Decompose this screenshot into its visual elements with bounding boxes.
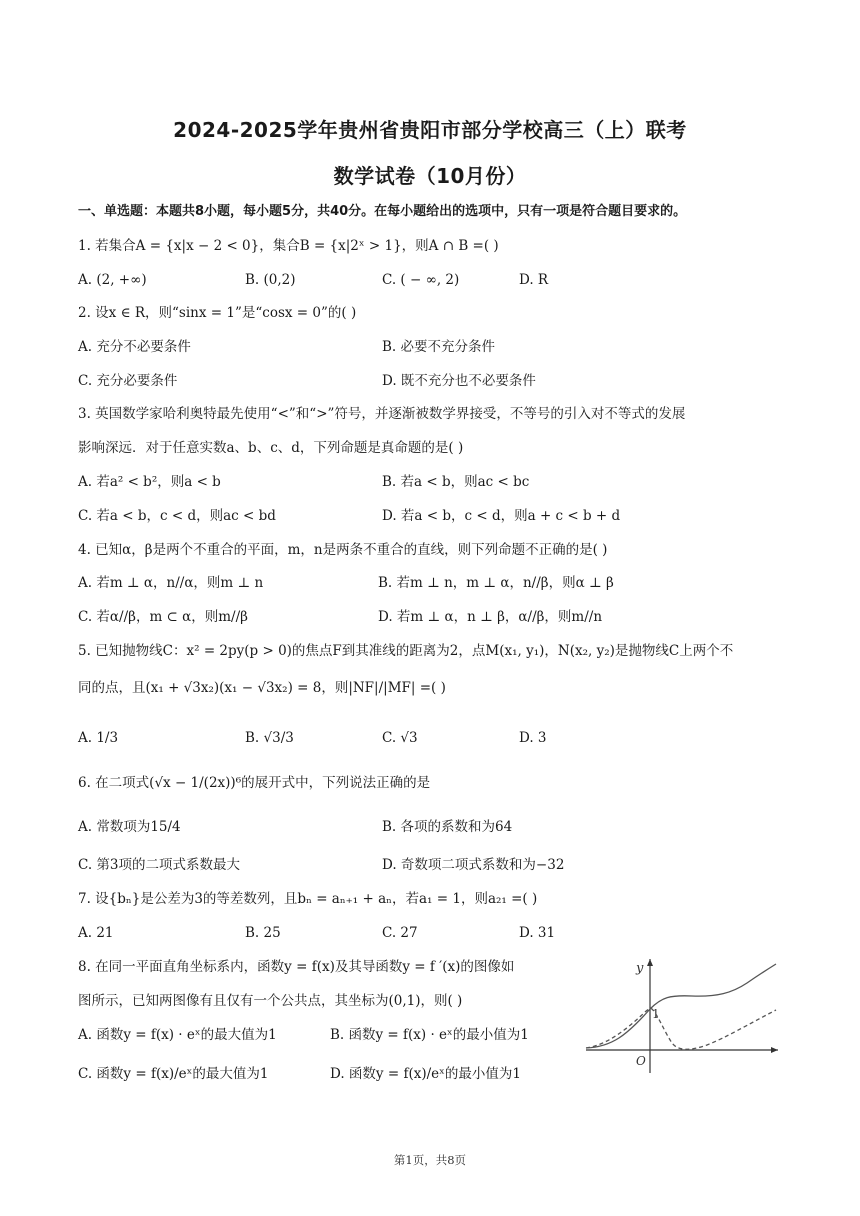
question-5-stem-line2: 同的点，且(x₁ + √3x₂)(x₁ − √3x₂) = 8，则|NF|/|MF| =( ): [78, 680, 446, 696]
q7-option-d: D. 31: [519, 925, 556, 941]
derivative-f-prime-curve: [586, 1009, 776, 1050]
q2-option-b: B. 必要不充分条件: [382, 339, 496, 355]
question-3-stem-line2: 影响深远．对于任意实数a、b、c、d，下列命题是真命题的是( ): [78, 440, 464, 456]
q8-option-d: D. 函数y = f(x)/eˣ的最小值为1: [330, 1066, 521, 1082]
q2-option-c: C. 充分必要条件: [78, 373, 178, 389]
q5-option-a: A. 1/3: [78, 730, 119, 746]
x-axis-arrow: [771, 1047, 778, 1053]
q3-option-b: B. 若a < b，则ac < bc: [382, 474, 530, 490]
q2-option-d: D. 既不充分也不必要条件: [382, 373, 536, 389]
q6-option-b: B. 各项的系数和为64: [382, 819, 513, 835]
q1-option-d: D. R: [519, 272, 549, 288]
q6-option-a: A. 常数项为15/4: [78, 819, 181, 835]
q1-option-b: B. (0,2): [245, 272, 296, 288]
question-7-stem: 7. 设{bₙ}是公差为3的等差数列，且bₙ = aₙ₊₁ + aₙ，若a₁ = 1，则a₂₁ =( ): [78, 891, 538, 907]
q2-option-a: A. 充分不必要条件: [78, 339, 191, 355]
q3-option-a: A. 若a² < b²，则a < b: [78, 474, 221, 490]
q5-option-c: C. √3: [382, 730, 418, 746]
q1-option-c: C. ( − ∞, 2): [382, 272, 460, 288]
question-8-stem-line2: 图所示，已知两图像有且仅有一个公共点，其坐标为(0,1)，则( ): [78, 993, 463, 1009]
question-8-stem-line1: 8. 在同一平面直角坐标系内，函数y = f(x)及其导函数y = f ′(x)的图像如: [78, 959, 515, 975]
question-5-stem-line1: 5. 已知抛物线C：x² = 2py(p > 0)的焦点F到其准线的距离为2，点M(x₁, y₁)，N(x₂, y₂)是抛物线C上两个不: [78, 643, 734, 659]
q4-option-d: D. 若m ⊥ α，n ⊥ β，α//β，则m//n: [378, 609, 603, 625]
y-axis-label: y: [636, 961, 644, 976]
q7-option-b: B. 25: [245, 925, 281, 941]
function-f-curve: [586, 964, 776, 1048]
point-label-one: 1: [652, 1007, 660, 1021]
q6-option-d: D. 奇数项二项式系数和为−32: [382, 857, 565, 873]
q4-option-b: B. 若m ⊥ n，m ⊥ α，n//β，则α ⊥ β: [378, 575, 614, 591]
page-footer: 第1页，共8页: [393, 1153, 467, 1167]
q4-option-c: C. 若α//β，m ⊂ α，则m//β: [78, 609, 248, 625]
question-4-stem: 4. 已知α，β是两个不重合的平面，m，n是两条不重合的直线，则下列命题不正确的是( ): [78, 542, 608, 558]
q3-option-c: C. 若a < b，c < d，则ac < bd: [78, 508, 276, 524]
q7-option-a: A. 21: [78, 925, 114, 941]
question-3-stem-line1: 3. 英国数学家哈利奥特最先使用“<”和“>”符号，并逐渐被数学界接受，不等号的引入对不等式的发展: [78, 406, 686, 422]
origin-label: O: [636, 1054, 646, 1068]
q7-option-c: C. 27: [382, 925, 418, 941]
function-graph-figure: [582, 955, 782, 1075]
q6-option-c: C. 第3项的二项式系数最大: [78, 857, 241, 873]
question-2-stem: 2. 设x ∈ R，则“sinx = 1”是“cosx = 0”的( ): [78, 305, 357, 321]
q8-option-c: C. 函数y = f(x)/eˣ的最大值为1: [78, 1066, 269, 1082]
q5-option-d: D. 3: [519, 730, 547, 746]
question-6-stem: 6. 在二项式(√x − 1/(2x))⁶的展开式中，下列说法正确的是: [78, 775, 431, 791]
q8-option-a: A. 函数y = f(x) · eˣ的最大值为1: [78, 1027, 277, 1043]
question-1-stem: 1. 若集合A = {x|x − 2 < 0}，集合B = {x|2ˣ > 1}，则A ∩ B =( ): [78, 238, 499, 254]
section-heading: 一、单选题：本题共8小题，每小题5分，共40分。在每小题给出的选项中，只有一项是符合题目要求的。: [78, 204, 687, 219]
q8-option-b: B. 函数y = f(x) · eˣ的最小值为1: [330, 1027, 529, 1043]
q5-option-b: B. √3/3: [245, 730, 294, 746]
exam-subtitle: 数学试卷（10月份）: [333, 164, 527, 188]
q3-option-d: D. 若a < b，c < d，则a + c < b + d: [382, 508, 621, 524]
q4-option-a: A. 若m ⊥ α，n//α，则m ⊥ n: [78, 575, 264, 591]
exam-title: 2024-2025学年贵州省贵阳市部分学校高三（上）联考: [173, 118, 687, 142]
q1-option-a: A. (2, +∞): [78, 272, 147, 288]
y-axis-arrow: [647, 959, 653, 966]
